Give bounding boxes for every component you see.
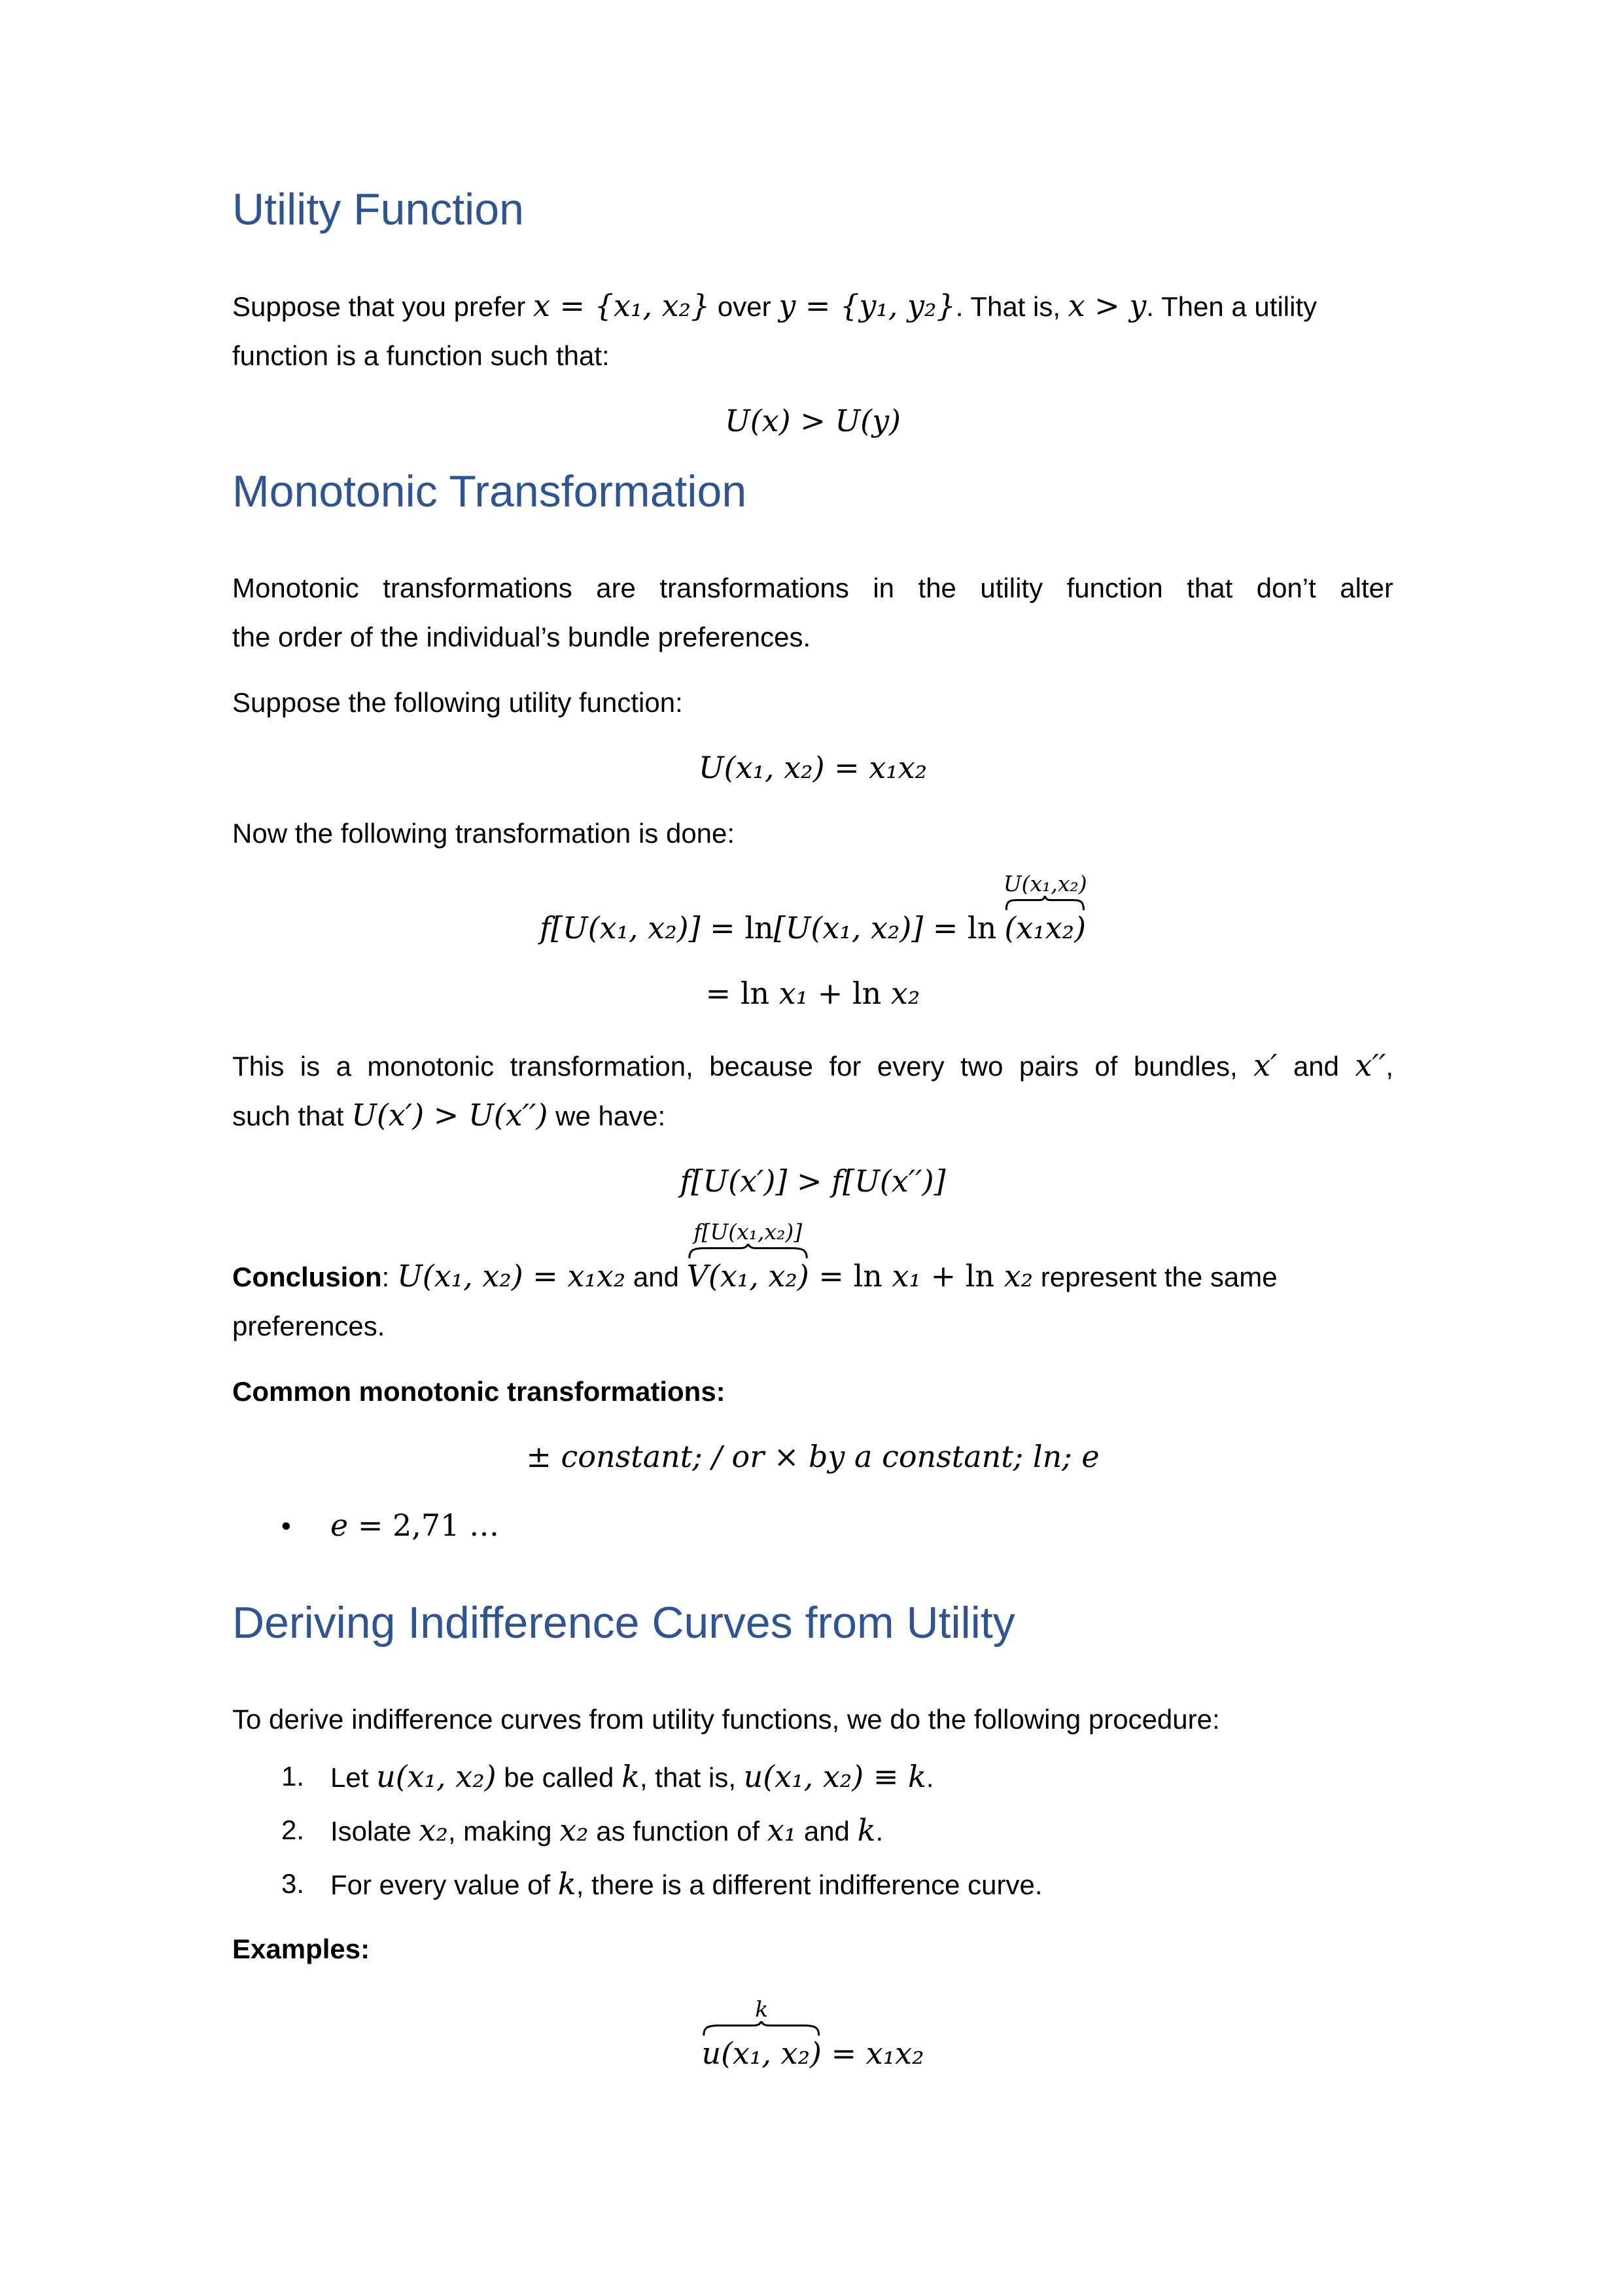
text-run: Isolate bbox=[330, 1816, 419, 1846]
math-run: x₂ bbox=[419, 1812, 448, 1848]
math-run: = x₁x₂ bbox=[821, 2036, 924, 2071]
math-run: x′′ bbox=[1355, 1048, 1386, 1083]
math-run: U(x) > U(y) bbox=[724, 403, 901, 438]
text-run: . bbox=[926, 1762, 934, 1793]
bullet-icon: • bbox=[281, 1510, 291, 1541]
math-operator-ln: ln bbox=[853, 1258, 882, 1294]
math-run: k bbox=[857, 1812, 876, 1848]
math-operator-ln: ln bbox=[968, 910, 997, 945]
overbrace-icon bbox=[688, 1244, 808, 1258]
text-run: , that is, bbox=[639, 1762, 744, 1793]
text-line bbox=[232, 331, 1393, 380]
text-line bbox=[232, 1041, 1393, 1091]
bold-run: Conclusion bbox=[232, 1262, 382, 1292]
list-number: 1. bbox=[281, 1761, 305, 1792]
text-run: function is a function such that: bbox=[232, 340, 610, 371]
bullet-item-e-value bbox=[232, 1501, 1393, 1557]
bullet-text bbox=[330, 1501, 1393, 1557]
paragraph-conclusion bbox=[232, 1206, 1393, 1351]
math-run: u(x₁, x₂) bbox=[701, 2036, 822, 2071]
paragraph-examples bbox=[232, 1924, 1393, 1973]
math-run: x₂ bbox=[994, 1258, 1034, 1294]
text-run: we have: bbox=[548, 1101, 666, 1131]
paragraph-suppose-utility bbox=[232, 678, 1393, 727]
math-run: x′ bbox=[1253, 1048, 1278, 1083]
page-content bbox=[232, 180, 1393, 2078]
list-item-text bbox=[330, 1750, 1393, 1804]
text-run: , bbox=[1386, 1051, 1393, 1082]
math-run: k bbox=[621, 1759, 640, 1794]
heading-utility-function: Utility Function bbox=[232, 185, 524, 234]
text-line bbox=[232, 1301, 1393, 1351]
math-run: x > y bbox=[1068, 288, 1147, 323]
math-run: = 2,71 … bbox=[348, 1508, 500, 1543]
equation-utility-comparison bbox=[232, 397, 1393, 446]
math-run: u(x₁, x₂) bbox=[376, 1759, 497, 1794]
numbered-list bbox=[232, 1750, 1393, 1911]
equation-log-transformation bbox=[232, 858, 1393, 953]
math-operator-ln: ln bbox=[740, 976, 770, 1011]
paragraph-monotonic-explanation bbox=[232, 1041, 1393, 1140]
math-run: U(x₁, x₂) = x₁x₂ bbox=[698, 750, 928, 785]
text-line bbox=[232, 1367, 1393, 1416]
text-run: be called bbox=[496, 1762, 622, 1793]
text-run: . That is, bbox=[955, 291, 1068, 322]
paragraph-monotonic-definition bbox=[232, 563, 1393, 662]
list-item-text bbox=[330, 1858, 1393, 1911]
list-item bbox=[232, 1858, 1393, 1911]
overbrace-label: f[U(x₁,x₂)] bbox=[693, 1219, 803, 1245]
equation-utility-product bbox=[232, 743, 1393, 792]
text-run: This is a monotonic transformation, because for every two pairs of bundles, bbox=[232, 1051, 1254, 1082]
math-run: [U(x₁, x₂)] = bbox=[773, 910, 968, 945]
math-run: (x₁x₂) bbox=[1004, 910, 1087, 945]
math-run: x₂ bbox=[881, 976, 920, 1011]
math-run: = bbox=[705, 976, 741, 1011]
list-item-text bbox=[330, 1804, 1393, 1858]
math-run: x₁ + bbox=[882, 1258, 966, 1294]
math-run: y = {y₁, y₂} bbox=[778, 288, 956, 323]
text-line bbox=[232, 1924, 1393, 1973]
equation-example-utility bbox=[232, 1983, 1393, 2078]
text-run: Suppose the following utility function: bbox=[232, 687, 683, 718]
math-run: x₁ + bbox=[769, 976, 852, 1011]
heading-monotonic-transformation: Monotonic Transformation bbox=[232, 467, 747, 516]
math-operator-ln: ln bbox=[852, 976, 882, 1011]
math-run: k bbox=[557, 1866, 576, 1901]
math-operator-ln: ln bbox=[744, 910, 774, 945]
math-run: ± constant; / or × by a constant; ln; e bbox=[526, 1439, 1100, 1474]
text-run: For every value of bbox=[330, 1869, 558, 1900]
paragraph-derive-intro bbox=[232, 1695, 1393, 1744]
heading-deriving-indifference-curves: Deriving Indifference Curves from Utility bbox=[232, 1598, 1015, 1648]
overbrace-group bbox=[701, 1996, 822, 2078]
text-run: Let bbox=[330, 1762, 377, 1793]
math-run: x = {x₁, x₂} bbox=[532, 288, 710, 323]
text-line bbox=[232, 809, 1393, 858]
overbrace-icon bbox=[1005, 896, 1085, 910]
text-run: : bbox=[381, 1262, 398, 1292]
text-run: , there is a different indifference curve. bbox=[576, 1869, 1043, 1900]
text-line bbox=[232, 281, 1393, 331]
list-item bbox=[232, 1804, 1393, 1858]
overbrace-label: k bbox=[755, 1996, 769, 2022]
equation-f-comparison bbox=[232, 1157, 1393, 1206]
equation-log-expanded bbox=[232, 969, 1393, 1018]
math-operator-ln: ln bbox=[965, 1258, 995, 1294]
text-run: Now the following transformation is done: bbox=[232, 818, 735, 849]
text-run: . bbox=[875, 1816, 884, 1846]
text-run: Monotonic transformations are transformations in the utility function that don’t alter bbox=[232, 573, 1393, 603]
math-run: U(x′) > U(x′′) bbox=[351, 1097, 548, 1133]
math-run: e bbox=[330, 1508, 349, 1543]
paragraph-transformation-intro bbox=[232, 809, 1393, 858]
text-run: , making bbox=[447, 1816, 560, 1846]
math-run: x₂ bbox=[559, 1812, 589, 1848]
text-run: over bbox=[710, 291, 779, 322]
bold-run: Common monotonic transformations: bbox=[232, 1376, 725, 1407]
list-number: 2. bbox=[281, 1814, 305, 1845]
text-line bbox=[232, 1695, 1393, 1744]
math-run: = bbox=[809, 1258, 854, 1294]
text-run: To derive indifference curves from utility functions, we do the following procedure: bbox=[232, 1704, 1220, 1735]
text-run: and bbox=[1277, 1051, 1355, 1082]
math-run: f[U(x′)] > f[U(x′′)] bbox=[680, 1163, 946, 1199]
bold-run: Examples: bbox=[232, 1934, 370, 1964]
overbrace-group bbox=[686, 1219, 809, 1301]
text-run: and bbox=[796, 1816, 858, 1846]
paragraph-utility-intro bbox=[232, 281, 1393, 380]
math-run: u(x₁, x₂) ≡ k bbox=[743, 1759, 926, 1794]
text-line bbox=[232, 612, 1393, 662]
text-line bbox=[232, 563, 1393, 612]
text-run: as function of bbox=[588, 1816, 767, 1846]
overbrace-label: U(x₁,x₂) bbox=[1003, 871, 1087, 896]
text-line bbox=[232, 1219, 1393, 1301]
text-run: the order of the individual’s bundle preferences. bbox=[232, 622, 811, 652]
paragraph-common-transformations bbox=[232, 1367, 1393, 1416]
text-run: represent the same bbox=[1033, 1262, 1278, 1292]
math-run: U(x₁, x₂) = x₁x₂ bbox=[397, 1258, 626, 1294]
overbrace-icon bbox=[703, 2021, 820, 2036]
text-run: Suppose that you prefer bbox=[232, 291, 533, 322]
text-line bbox=[232, 678, 1393, 727]
equation-common-transformations bbox=[232, 1432, 1393, 1481]
math-run: f[U(x₁, x₂)] = bbox=[539, 910, 745, 945]
text-run: and bbox=[625, 1262, 687, 1292]
math-run: V(x₁, x₂) bbox=[686, 1258, 809, 1294]
text-line bbox=[232, 1091, 1393, 1140]
overbrace-group bbox=[1003, 871, 1087, 953]
text-run: preferences. bbox=[232, 1311, 385, 1341]
list-number: 3. bbox=[281, 1868, 305, 1899]
text-run: such that bbox=[232, 1101, 352, 1131]
text-run: . Then a utility bbox=[1146, 291, 1318, 322]
math-run: x₁ bbox=[767, 1812, 797, 1848]
list-item bbox=[232, 1750, 1393, 1804]
